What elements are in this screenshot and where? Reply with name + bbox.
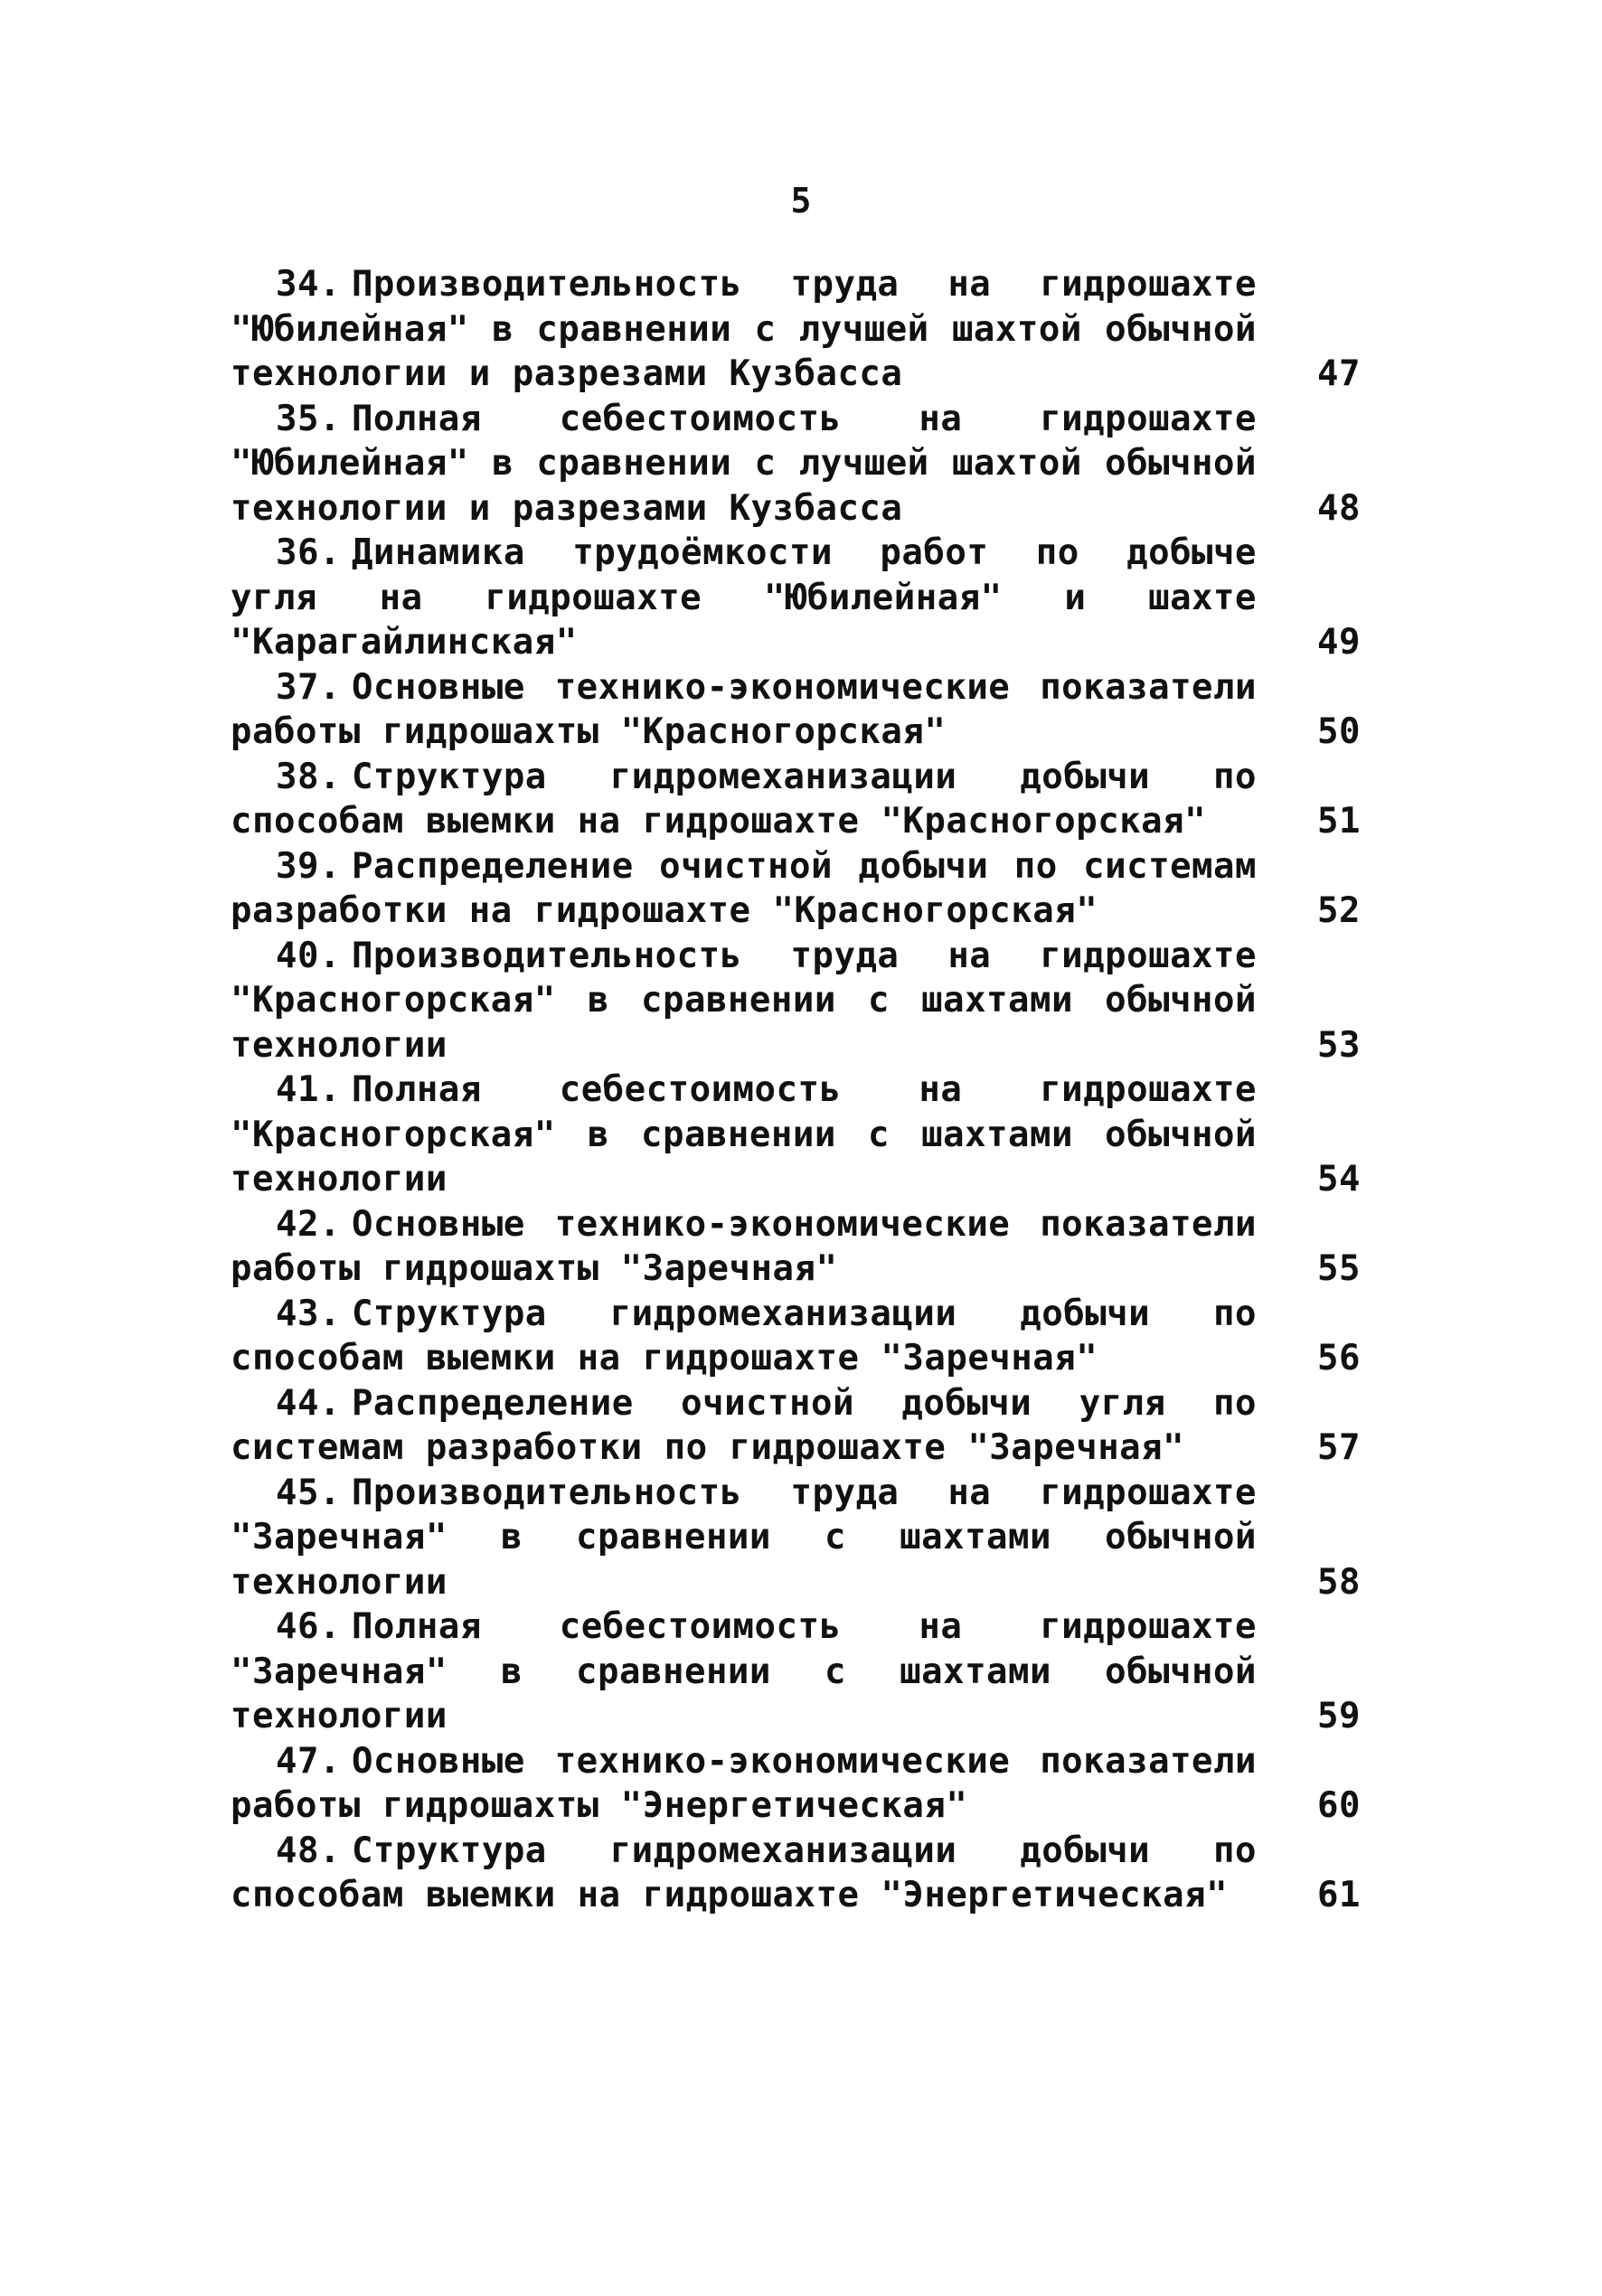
toc-entry — [231, 1202, 1361, 1292]
toc-entry-page: 61 — [1317, 1875, 1361, 1915]
toc-entry — [231, 531, 1361, 665]
toc-entry — [231, 1739, 1361, 1829]
toc-entry-page: 52 — [1317, 890, 1361, 931]
toc-entry-text — [231, 1292, 1257, 1381]
toc-entry — [231, 665, 1361, 755]
toc-entry-text — [231, 1202, 1257, 1292]
toc-entry-number: 41. — [276, 1069, 341, 1110]
toc-entry-title: Основные технико-экономические показатели работы гидрошахты "Энергетическая" — [231, 1740, 1257, 1826]
toc-entry-text — [231, 397, 1257, 532]
toc-entry-page: 58 — [1317, 1561, 1361, 1603]
toc-entry-number: 48. — [276, 1830, 341, 1871]
toc-entry-title: Производительность труда на гидрошахте "Красногорская" в сравнении с шахтами обычной технологии — [231, 935, 1257, 1066]
toc-entry-text — [231, 531, 1257, 665]
toc-entry — [231, 934, 1361, 1068]
toc-entry-page: 48 — [1317, 487, 1361, 529]
toc-entry — [231, 1471, 1361, 1605]
toc-entry — [231, 755, 1361, 844]
toc-entry-title: Полная себестоимость на гидрошахте "Красногорская" в сравнении с шахтами обычной технологии — [231, 1069, 1257, 1200]
toc-entry — [231, 844, 1361, 934]
toc-entry-number: 46. — [276, 1606, 341, 1647]
toc-entry-number: 38. — [276, 756, 341, 797]
toc-entry-page: 49 — [1317, 622, 1361, 663]
toc-entry-page: 54 — [1317, 1159, 1361, 1200]
toc-entry-text — [231, 665, 1257, 755]
toc-entry-page: 51 — [1317, 801, 1361, 842]
toc-entry — [231, 262, 1361, 397]
toc-entry-text — [231, 1604, 1257, 1739]
toc-entry-page: 60 — [1317, 1785, 1361, 1826]
toc-entry-text — [231, 755, 1257, 844]
toc-entry-title: Основные технико-экономические показатели работы гидрошахты "Красногорская" — [231, 666, 1257, 752]
toc-entry-page: 50 — [1317, 711, 1361, 752]
toc-entry-page: 56 — [1317, 1338, 1361, 1379]
table-of-contents — [231, 262, 1361, 1918]
toc-entry — [231, 1604, 1361, 1739]
toc-entry-number: 34. — [276, 264, 341, 305]
toc-entry-text — [231, 934, 1257, 1068]
toc-entry-title: Полная себестоимость на гидрошахте "Заречная" в сравнении с шахтами обычной технологии — [231, 1606, 1257, 1736]
toc-entry-text — [231, 1381, 1257, 1471]
toc-entry-number: 37. — [276, 666, 341, 708]
toc-entry-number: 44. — [276, 1382, 341, 1424]
toc-entry-page: 47 — [1317, 353, 1361, 394]
toc-entry-number: 36. — [276, 532, 341, 573]
toc-entry-text — [231, 1471, 1257, 1605]
toc-entry-number: 43. — [276, 1293, 341, 1334]
toc-entry-number: 35. — [276, 398, 341, 439]
toc-entry-number: 40. — [276, 935, 341, 976]
toc-entry-text — [231, 1829, 1257, 1918]
toc-entry-title: Распределение очистной добычи по системам разработки на гидрошахте "Красногорская" — [231, 845, 1257, 931]
toc-entry — [231, 1292, 1361, 1381]
toc-entry-text — [231, 844, 1257, 934]
toc-entry-title: Структура гидромеханизации добычи по способам выемки на гидрошахте "Заречная" — [231, 1293, 1257, 1379]
toc-entry-title: Распределение очистной добычи угля по системам разработки по гидрошахте "Заречная" — [231, 1382, 1257, 1468]
toc-entry-title: Структура гидромеханизации добычи по способам выемки на гидрошахте "Красногорская" — [231, 756, 1257, 842]
toc-entry-text — [231, 1068, 1257, 1202]
toc-entry-number: 47. — [276, 1740, 341, 1782]
toc-entry-number: 42. — [276, 1203, 341, 1245]
toc-entry-title: Структура гидромеханизации добычи по способам выемки на гидрошахте "Энергетическая" — [231, 1830, 1257, 1915]
toc-entry-text — [231, 262, 1257, 397]
toc-entry-number: 39. — [276, 845, 341, 887]
toc-entry-text — [231, 1739, 1257, 1829]
toc-entry-title: Динамика трудоёмкости работ по добыче угля на гидрошахте "Юбилейная" и шахте "Карагайлинская" — [231, 532, 1257, 663]
toc-entry — [231, 1381, 1361, 1471]
toc-entry-number: 45. — [276, 1472, 341, 1513]
toc-entry-title: Основные технико-экономические показатели работы гидрошахты "Заречная" — [231, 1203, 1257, 1289]
toc-entry-title: Производительность труда на гидрошахте "Заречная" в сравнении с шахтами обычной технологии — [231, 1472, 1257, 1603]
toc-entry — [231, 397, 1361, 532]
toc-entry-page: 55 — [1317, 1248, 1361, 1289]
toc-entry-page: 59 — [1317, 1696, 1361, 1736]
toc-entry-page: 57 — [1317, 1427, 1361, 1468]
toc-entry-title: Полная себестоимость на гидрошахте "Юбилейная" в сравнении с лучшей шахтой обычной технологии и разрезами Кузбасса — [231, 398, 1257, 529]
toc-entry — [231, 1829, 1361, 1918]
page-number: 5 — [790, 181, 812, 221]
toc-entry — [231, 1068, 1361, 1202]
toc-entry-page: 53 — [1317, 1024, 1361, 1066]
toc-entry-title: Производительность труда на гидрошахте "Юбилейная" в сравнении с лучшей шахтой обычной технологии и разрезами Кузбасса — [231, 264, 1257, 394]
